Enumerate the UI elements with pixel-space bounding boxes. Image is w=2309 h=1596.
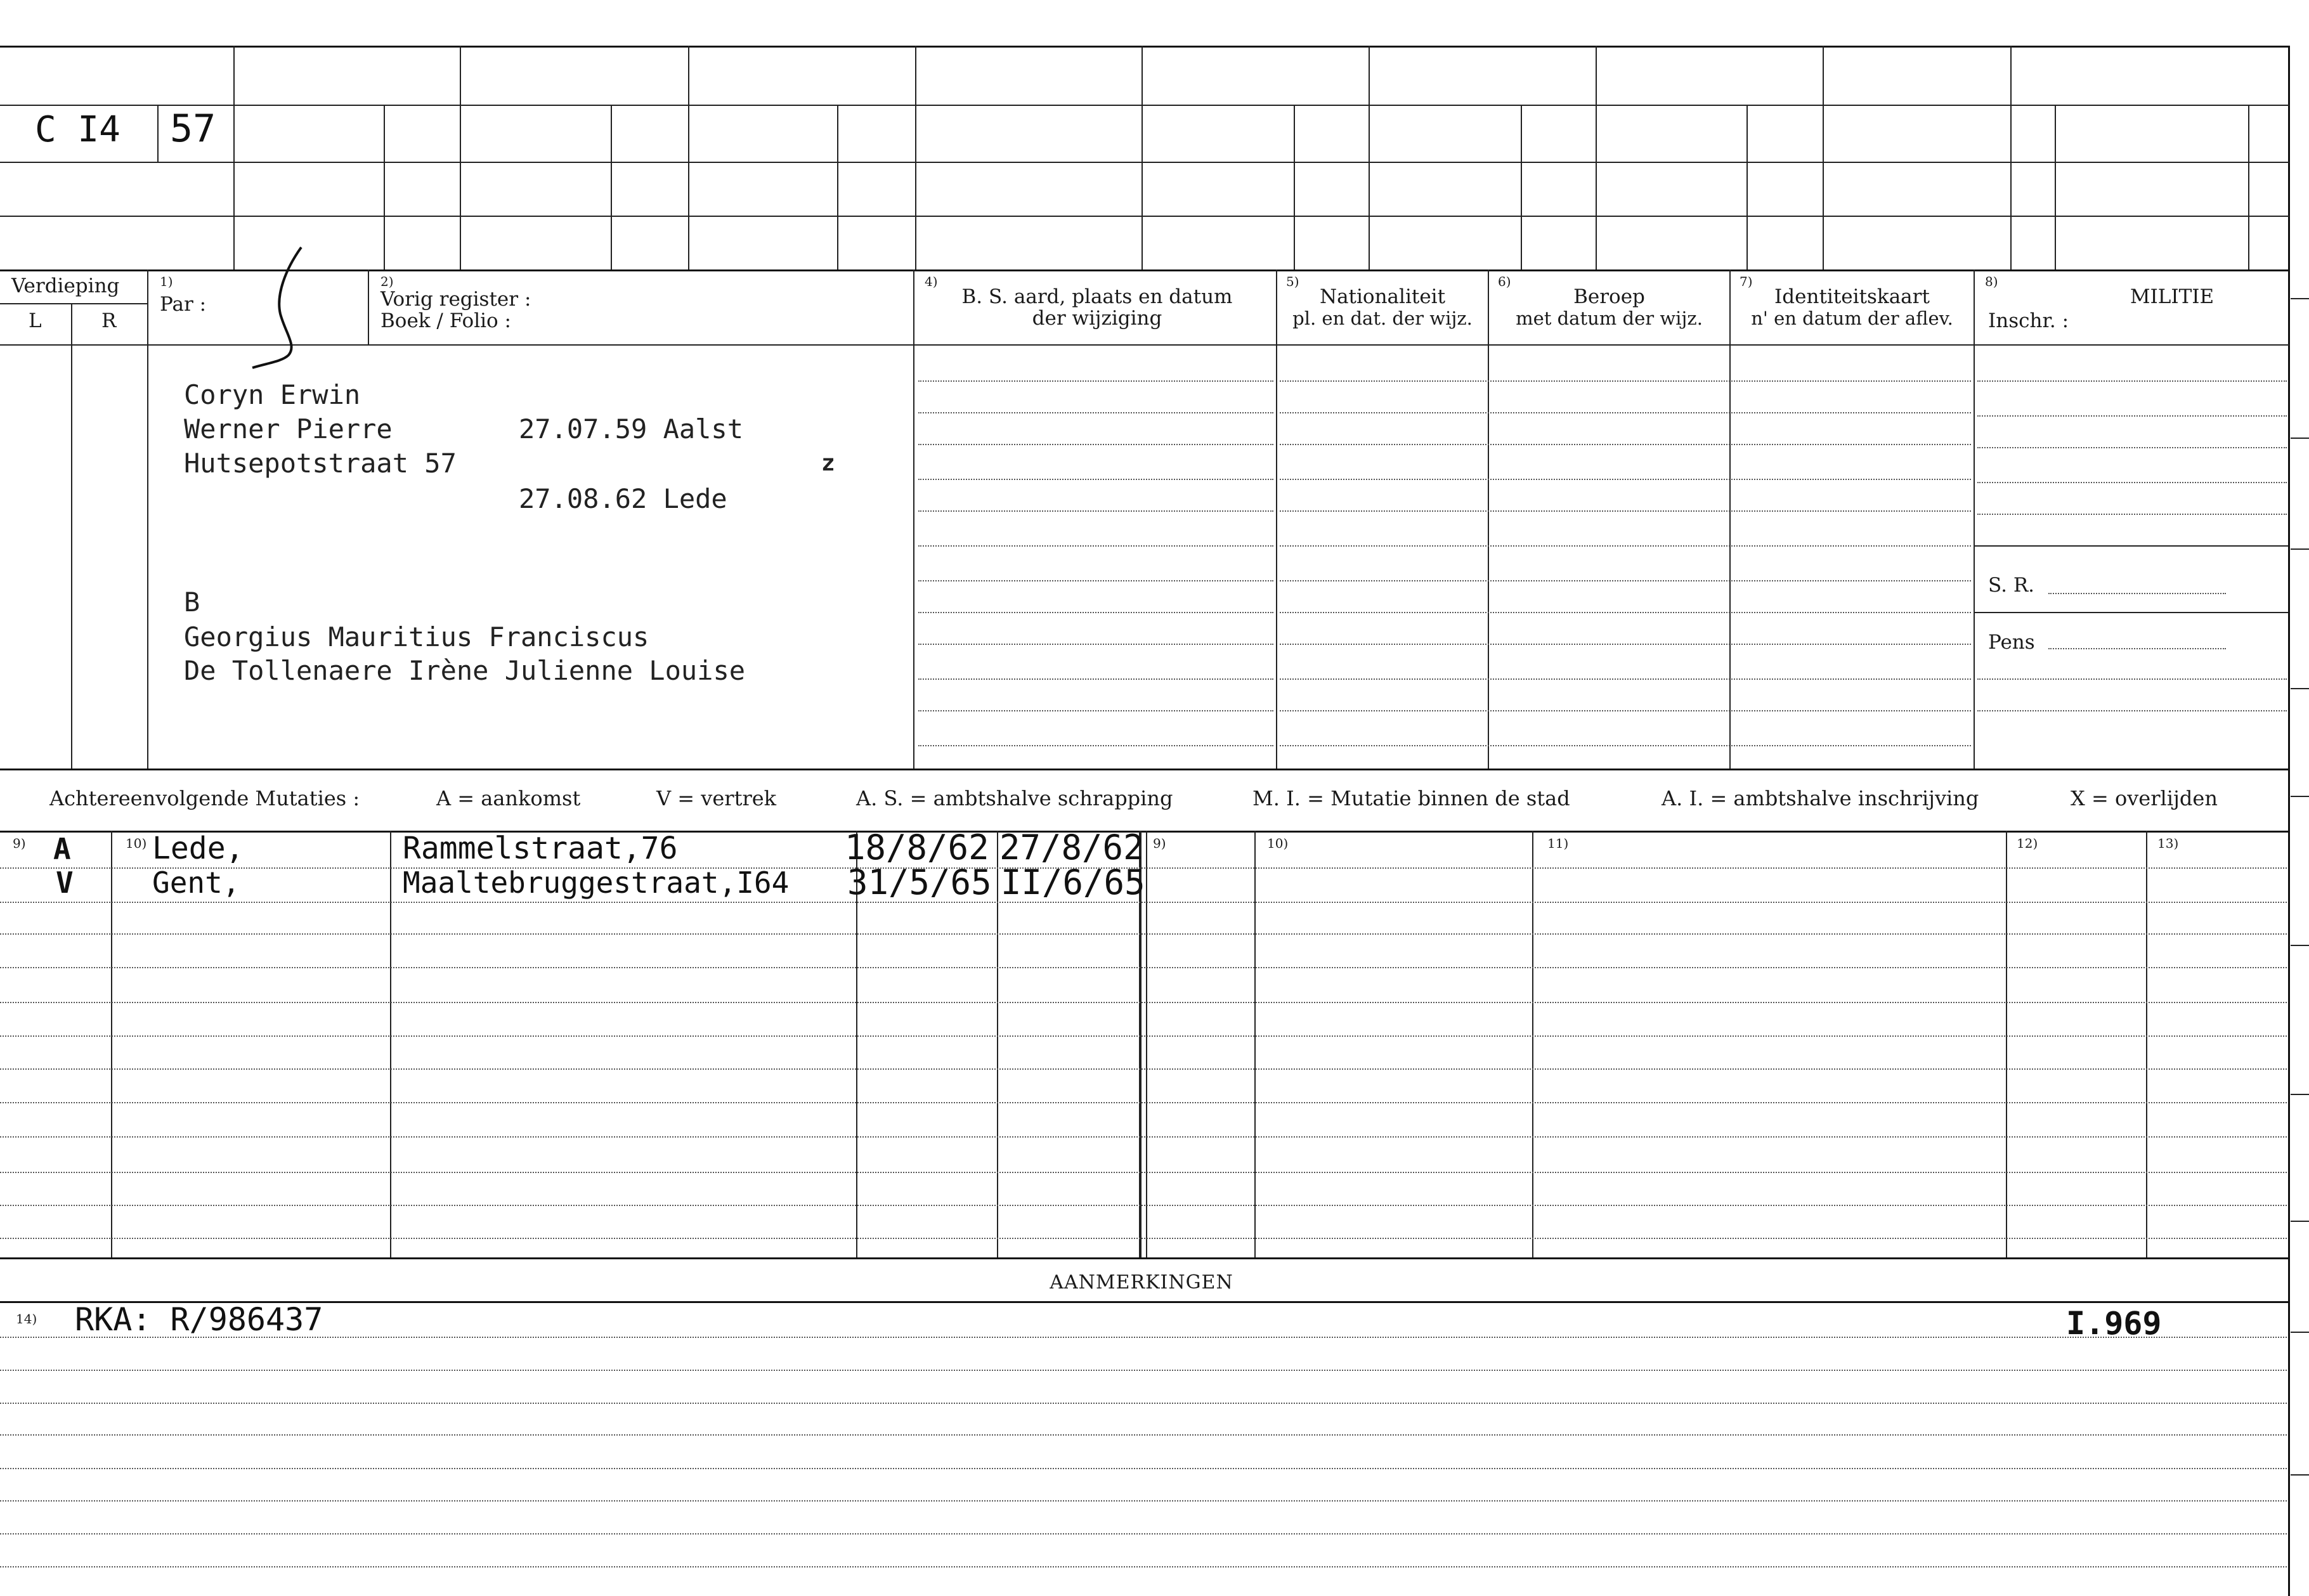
grid-line	[918, 745, 1273, 746]
grid-line	[1977, 710, 2287, 711]
mutation-date-2: II/6/65	[1001, 862, 1145, 902]
grid-line	[1280, 510, 1971, 512]
grid-line	[1977, 482, 2287, 483]
person-line-3-address: Hutsepotstraat 57	[184, 448, 457, 479]
margin-tick	[2291, 1094, 2309, 1095]
grid-line	[0, 1068, 2287, 1070]
grid-line	[460, 46, 461, 271]
remarks-text: RKA: R/986437	[75, 1301, 323, 1338]
sr-label: S. R.	[1988, 574, 2035, 597]
grid-line	[1280, 545, 1971, 547]
grid-line	[71, 303, 72, 769]
grid-line	[918, 444, 1273, 445]
margin-tick	[2291, 438, 2309, 439]
sr-dotted-line	[2048, 593, 2226, 594]
remarks-number: 14)	[16, 1311, 37, 1327]
mut-col11-number: 11)	[1547, 836, 1569, 851]
grid-line	[1280, 612, 1971, 613]
legend-mi: M. I. = Mutatie binnen de stad	[1252, 786, 1570, 810]
grid-line	[157, 105, 159, 162]
grid-line	[1280, 644, 1971, 645]
grid-line	[1254, 831, 1256, 1257]
grid-line	[1977, 415, 2287, 417]
inschr-label: Inschr. :	[1988, 309, 2069, 332]
grid-line	[1521, 105, 1522, 271]
grid-line	[1280, 479, 1971, 480]
margin-tick	[2291, 1474, 2309, 1476]
remarks-stamp: I.969	[2066, 1305, 2162, 1342]
grid-line	[0, 1500, 2287, 1502]
margin-tick	[2291, 548, 2309, 550]
grid-line	[997, 831, 998, 1257]
mutation-type: A	[53, 832, 71, 866]
person-line-2-date: 27.07.59 Aalst	[519, 413, 744, 444]
col7-number: 7)	[1740, 274, 1753, 289]
grid-line	[0, 967, 2287, 968]
grid-line	[1294, 105, 1295, 271]
margin-tick	[2291, 298, 2309, 299]
grid-line	[0, 1102, 2287, 1103]
grid-line	[918, 479, 1273, 480]
margin-tick	[2291, 945, 2309, 946]
grid-line	[1280, 444, 1971, 445]
left-label: L	[29, 309, 42, 332]
col8-number: 8)	[1985, 274, 1998, 289]
grid-line	[111, 831, 112, 1257]
grid-line	[1974, 545, 2288, 547]
grid-line	[1977, 678, 2287, 680]
grid-line	[918, 412, 1273, 413]
grid-line	[0, 1370, 2287, 1371]
bs-label-1: B. S. aard, plaats en datum	[961, 285, 1233, 308]
top-border	[0, 46, 2289, 48]
mut-col10-number: 10)	[126, 836, 147, 851]
mutation-street: Maaltebruggestraat,I64	[403, 866, 790, 900]
grid-line	[2248, 105, 2249, 271]
signature-mark	[247, 244, 317, 371]
grid-line	[0, 933, 2287, 935]
grid-line	[918, 380, 1273, 382]
grid-line	[2006, 831, 2007, 1257]
mut-col10b-number: 10)	[1267, 836, 1289, 851]
grid-line	[0, 303, 147, 304]
person-line-4-date: 27.08.62 Lede	[519, 483, 727, 514]
grid-line	[1280, 380, 1971, 382]
nationaliteit-label-1: Nationaliteit	[1319, 285, 1446, 308]
grid-line	[0, 1468, 2287, 1469]
grid-line	[1280, 580, 1971, 581]
col2-number: 2)	[380, 274, 394, 289]
bs-label-2: der wijziging	[1032, 307, 1162, 330]
grid-line	[1280, 745, 1971, 746]
grid-line	[0, 1301, 2289, 1303]
grid-line	[2010, 46, 2012, 271]
person-line-6: Georgius Mauritius Franciscus	[184, 621, 649, 652]
grid-line	[0, 105, 2289, 106]
beroep-label-1: Beroep	[1573, 285, 1645, 308]
person-line-7: De Tollenaere Irène Julienne Louise	[184, 655, 746, 686]
right-border	[2288, 46, 2290, 1596]
grid-line	[0, 1035, 2287, 1037]
card-code: C I4	[35, 109, 120, 150]
mutation-date-1: 18/8/62	[845, 827, 989, 867]
mut-col9b-number: 9)	[1153, 836, 1166, 851]
grid-line	[918, 710, 1273, 711]
nationaliteit-label-2: pl. en dat. der wijz.	[1292, 308, 1473, 329]
grid-line	[0, 216, 2289, 217]
grid-line	[390, 831, 391, 1257]
pens-label: Pens	[1988, 631, 2035, 654]
grid-line	[1280, 678, 1971, 680]
grid-line	[233, 46, 235, 271]
identiteitskaart-label-1: Identiteitskaart	[1774, 285, 1930, 308]
grid-line	[0, 1434, 2287, 1436]
grid-line	[0, 1205, 2287, 1206]
col4-number: 4)	[925, 274, 938, 289]
legend-ai: A. I. = ambtshalve inschrijving	[1662, 786, 1979, 810]
grid-line	[1977, 514, 2287, 515]
grid-line	[0, 769, 2289, 770]
person-b-mark: B	[184, 587, 200, 618]
grid-line	[384, 105, 385, 271]
grid-line	[0, 1337, 2287, 1338]
grid-line	[0, 344, 2289, 346]
grid-line	[1280, 710, 1971, 711]
grid-line	[0, 162, 2289, 163]
grid-line	[0, 1257, 2289, 1259]
mutation-place: Gent,	[152, 866, 240, 900]
boek-folio-label: Boek / Folio :	[380, 309, 511, 332]
mut-col12-number: 12)	[2017, 836, 2038, 851]
margin-tick	[2291, 796, 2309, 797]
grid-line	[918, 545, 1273, 547]
grid-line	[1977, 447, 2287, 448]
par-label: Par :	[160, 293, 207, 316]
grid-line	[0, 1533, 2287, 1534]
grid-line	[1977, 380, 2287, 382]
legend-v: V = vertrek	[656, 786, 777, 810]
mut-col13-number: 13)	[2157, 836, 2179, 851]
grid-line	[837, 105, 838, 271]
mutation-date-2: 27/8/62	[999, 827, 1144, 867]
grid-line	[0, 269, 2289, 271]
mutation-street: Rammelstraat,76	[403, 831, 678, 866]
grid-line	[0, 1566, 2287, 1567]
grid-line	[918, 580, 1273, 581]
beroep-label-2: met datum der wijz.	[1516, 308, 1703, 329]
right-label: R	[101, 309, 117, 332]
pens-dotted-line	[2048, 648, 2226, 649]
mutation-type: V	[56, 866, 74, 900]
margin-tick	[2291, 1332, 2309, 1333]
legend-as: A. S. = ambtshalve schrapping	[856, 786, 1173, 810]
grid-line	[1141, 46, 1143, 271]
grid-line	[368, 269, 369, 344]
grid-line	[1974, 612, 2288, 613]
person-line-1: Coryn Erwin	[184, 379, 361, 410]
grid-line	[1823, 46, 1824, 271]
grid-line	[918, 644, 1273, 645]
house-number: 57	[170, 107, 216, 151]
mutation-date-1: 31/5/65	[847, 862, 992, 902]
grid-line	[1532, 831, 1533, 1257]
grid-line	[1369, 46, 1370, 271]
grid-line	[1280, 412, 1971, 413]
grid-line	[1146, 831, 1147, 1257]
grid-line	[611, 105, 612, 271]
person-line-3-mark: z	[821, 450, 835, 476]
grid-line	[0, 1136, 2287, 1138]
grid-line	[0, 1002, 2287, 1003]
grid-line	[688, 46, 689, 271]
grid-line	[2055, 105, 2056, 271]
grid-line	[1746, 105, 1748, 271]
grid-line	[915, 46, 916, 271]
col5-number: 5)	[1286, 274, 1299, 289]
vorig-register-label: Vorig register :	[380, 288, 531, 311]
legend-x: X = overlijden	[2071, 786, 2218, 810]
grid-line	[918, 612, 1273, 613]
margin-tick	[2291, 688, 2309, 689]
militie-label: MILITIE	[2130, 285, 2215, 308]
person-line-2-name: Werner Pierre	[184, 413, 393, 444]
grid-line	[2146, 831, 2147, 1257]
remarks-title: AANMERKINGEN	[1050, 1271, 1233, 1294]
mutation-place: Lede,	[152, 831, 244, 866]
legend-a: A = aankomst	[436, 786, 581, 810]
legend-title: Achtereenvolgende Mutaties :	[49, 786, 360, 810]
mut-col9-number: 9)	[13, 836, 26, 851]
grid-line	[1596, 46, 1597, 271]
grid-line	[0, 831, 2289, 833]
grid-line	[918, 510, 1273, 512]
margin-tick	[2291, 1221, 2309, 1222]
grid-line	[918, 678, 1273, 680]
grid-line	[0, 1403, 2287, 1404]
verdieping-label: Verdieping	[11, 275, 120, 297]
identiteitskaart-label-2: n' en datum der aflev.	[1751, 308, 1953, 329]
col1-number: 1)	[160, 274, 173, 289]
grid-line	[0, 1238, 2287, 1239]
grid-line	[0, 1172, 2287, 1173]
col6-number: 6)	[1498, 274, 1511, 289]
